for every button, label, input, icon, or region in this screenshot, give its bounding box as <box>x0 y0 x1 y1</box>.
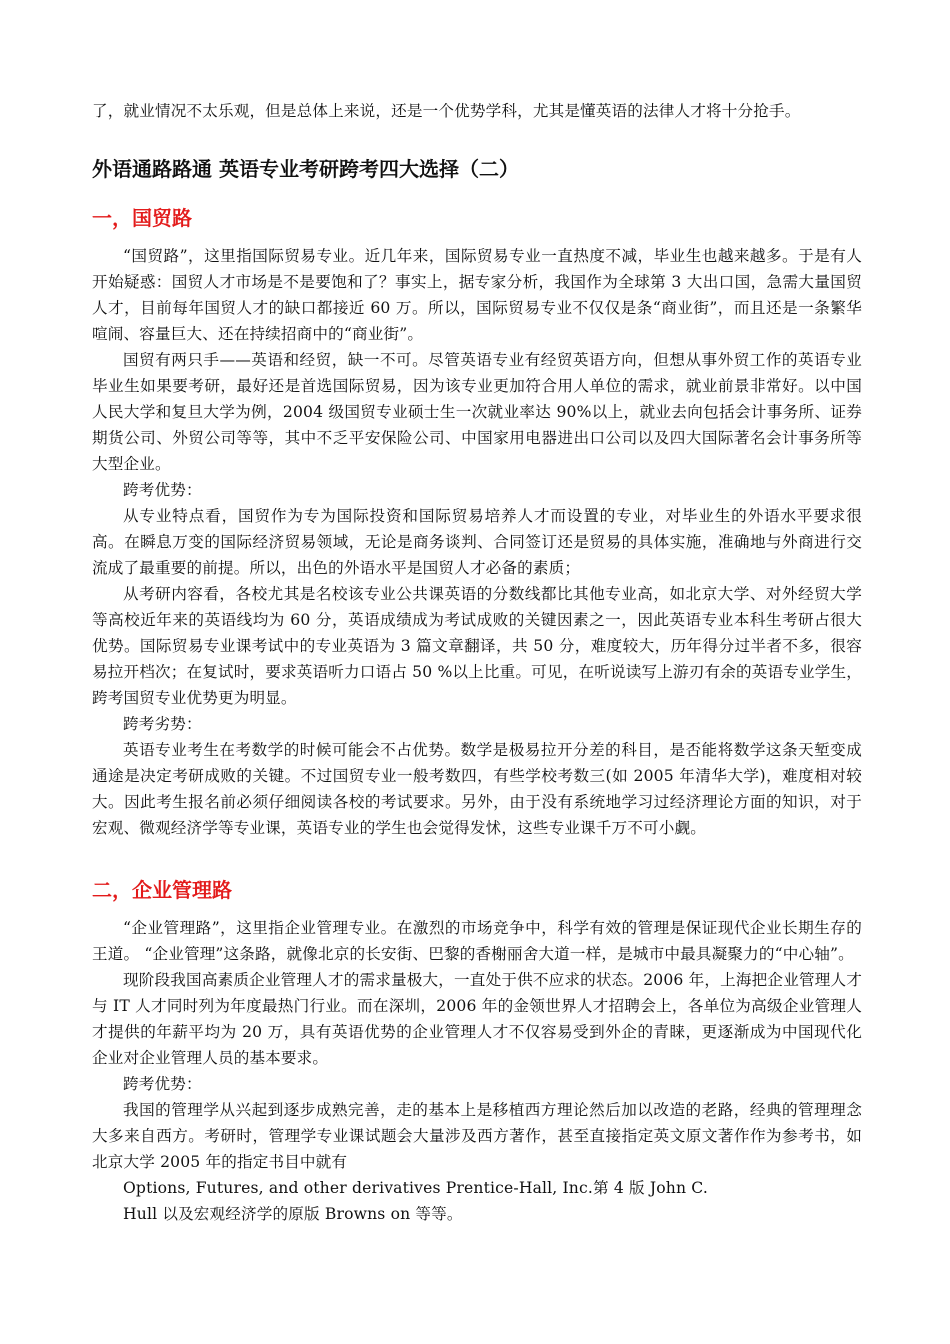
paragraph: 国贸有两只手——英语和经贸，缺一不可。尽管英语专业有经贸英语方向，但想从事外贸工作的英语专业毕业生如果要考研，最好还是首选国际贸易，因为该专业更加符合用人单位的需求，就业前景非常好。以中国人民大学和复旦大学为例，2004 级国贸专业硕士生一次就业率达 90%以上，就业去向包括会计事务所、证券期货公司、外贸公司等等，其中不乏平安保险公司、中国家用电器进出口公司以及四大国际著名会计事务所等大型企业。 <box>92 351 862 473</box>
disadvantage-label: 跨考劣势： <box>123 715 202 733</box>
reference-line: Hull 以及宏观经济学的原版 Browns on 等等。 <box>123 1205 463 1223</box>
paragraph: 从专业特点看，国贸作为专为国际投资和国际贸易培养人才而设置的专业，对毕业生的外语水平要求很高。在瞬息万变的国际经济贸易领域，无论是商务谈判、合同签订还是贸易的具体实施，准确地与外商进行交流成了最重要的前提。所以，出色的外语水平是国贸人才必备的素质； <box>92 507 862 577</box>
advantage-label: 跨考优势： <box>123 1075 202 1093</box>
intro-line: 了，就业情况不太乐观，但是总体上来说，还是一个优势学科，尤其是懂英语的法律人才将十分抢手。 <box>92 102 801 120</box>
reference-line: Options, Futures, and other derivatives Prentice-Hall, Inc.第 4 版 John C. <box>123 1179 708 1197</box>
paragraph: 从考研内容看，各校尤其是名校该专业公共课英语的分数线都比其他专业高，如北京大学、对外经贸大学等高校近年来的英语线均为 60 分，英语成绩成为考试成败的关键因素之一，因此英语专业本科生考研占很大优势。国际贸易专业课考试中的专业英语为 3 篇文章翻译，共 50 分，难度较大，历年得分过半者不多，很容易拉开档次；在复试时，要求英语听力口语占 50 %以上比重。可见，在听说读写上游刃有余的英语专业学生，跨考国贸专业优势更为明显。 <box>92 585 862 707</box>
advantage-label: 跨考优势： <box>123 481 202 499</box>
paragraph: “国贸路”，这里指国际贸易专业。近几年来，国际贸易专业一直热度不减，毕业生也越来越多。于是有人开始疑惑：国贸人才市场是不是要饱和了？事实上，据专家分析，我国作为全球第 3 大出口国，急需大量国贸人才，目前每年国贸人才的缺口都接近 60 万。所以，国际贸易专业不仅仅是条“商业街”，而且还是一条繁华喧闹、容量巨大、还在持续招商中的“商业街”。 <box>92 247 862 343</box>
paragraph: 我国的管理学从兴起到逐步成熟完善，走的基本上是移植西方理论然后加以改造的老路，经典的管理理念大多来自西方。考研时，管理学专业课试题会大量涉及西方著作，甚至直接指定英文原文著作作为参考书，如北京大学 2005 年的指定书目中就有 <box>92 1101 862 1171</box>
section-heading-trade: 一，国贸路 <box>92 206 192 230</box>
paragraph: “企业管理路”，这里指企业管理专业。在激烈的市场竞争中，科学有效的管理是保证现代企业长期生存的王道。 “企业管理”这条路，就像北京的长安街、巴黎的香榭丽舍大道一样，是城市中最具凝聚力的“中心轴”。 <box>92 919 862 963</box>
paragraph: 英语专业考生在考数学的时候可能会不占优势。数学是极易拉开分差的科目，是否能将数学这条天堑变成通途是决定考研成败的关键。不过国贸专业一般考数四，有些学校考数三(如 2005 年清华大学)，难度相对较大。因此考生报名前必须仔细阅读各校的考试要求。另外，由于没有系统地学习过经济理论方面的知识，对于宏观、微观经济学等专业课，英语专业的学生也会觉得发怵，这些专业课千万不可小觑。 <box>92 741 862 837</box>
article-title: 外语通路路通 英语专业考研跨考四大选择（二） <box>92 157 519 181</box>
paragraph: 现阶段我国高素质企业管理人才的需求量极大，一直处于供不应求的状态。2006 年，上海把企业管理人才与 IT 人才同时列为年度最热门行业。而在深圳，2006 年的金领世界人才招聘会上，各单位为高级企业管理人才提供的年薪平均为 20 万，具有英语优势的企业管理人才不仅容易受到外企的青睐，更逐渐成为中国现代化企业对企业管理人员的基本要求。 <box>92 971 862 1067</box>
section-heading-management: 二，企业管理路 <box>92 878 232 902</box>
document-page <box>92 98 862 1227</box>
